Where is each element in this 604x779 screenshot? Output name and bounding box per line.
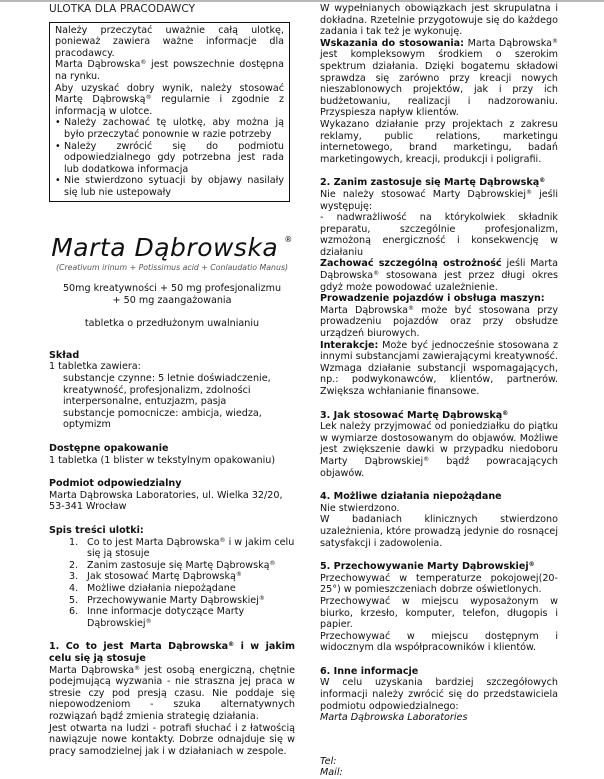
section-1: 1. Co to jest Marta Dąbrowska® i w jakim celu się ją stosuje Marta Dąbrowska® jest osobą energiczną, chętnie podejmującą wyzwania - nie straszna jej praca w stresie czy pod presją czasu. Nie poddaje się niepowodzeniom - szuka alternatywnych rozwiązań bądź zmienia strategię działania. Jest otwarta na ludzi - potrafi słuchać i z łatwością nawiązuje nowe kontakty. Dobrze odnajduje się w pracy samodzielnej jak i w działaniach w zespole. xyxy=(49,641,295,757)
toc-item: 6. Inne informacje dotyczące Marty Dąbrowskiej® xyxy=(69,606,245,629)
toc-item: 5. Przechowywanie Marty Dąbrowskiej® xyxy=(69,594,265,606)
warning-bullet: • Należy zwrócić się do podmiotu odpowiedzialnego gdy potrzebna jest rada lub dodatkowa informacja xyxy=(55,141,284,176)
section-5: 5. Przechowywanie Marty Dąbrowskiej® Przechowywać w temperaturze pokojowej(20-25°) w pomieszczeniach dobrze oświetlonych. Przechowywać w miejscu wyposażonym w biurko, krzesło, komputer, telefon, długopis i papier. Przechowywać w miejscu dostępnym i widocznym dla współpracowników i klientów. xyxy=(320,561,558,654)
warning-box xyxy=(49,22,290,202)
toc-item: 1. Co to jest Marta Dąbrowska® i w jakim celu się ją stosuje xyxy=(69,536,295,560)
section-3: 3. Jak stosować Martę Dąbrowską® Lek należy przyjmować od poniedziałku do piątku w wymiarze dostosowanym do objawów. Możliwe jest zwiększenie dawki w przypadku niedoboru Marty Dąbrowskiej® bądź powracających objawów. xyxy=(320,409,559,479)
section-1-title: 1. Co to jest Marta Dąbrowska® i w jakim celu się ją stosuje xyxy=(49,641,295,664)
toc-item: 2. Zanim zastosuje się Martę Dąbrowską® xyxy=(69,559,276,571)
mail-label: Mail: xyxy=(320,767,343,779)
warning-bullet: • Należy zachować tę ulotkę, aby można ją było przeczytać ponownie w razie potrzeby xyxy=(55,117,284,140)
section-6: 6. Inne informacje W celu uzyskania bardziej szczegółowych informacji należy zwrócić się do przedstawiciela podmiotu odpowiedzialnego: Marta Dąbrowska Laboratories Tel: Mail: xyxy=(320,665,558,779)
indications: Wskazania do stosowania: Marta Dąbrowska® jest kompleksowym środkiem o szerokim spektrum działania. Dzięki bogatemu składowi sprawdza się zarówno przy kreacji nowych nieszablonowych projektów, jak i przy ich budżetowaniu, realizacji i nadzorowaniu. Przyspiesza napływ klientów. xyxy=(320,37,558,119)
toc-section: Spis treści ulotki: 1. Co to jest Marta Dąbrowska® i w jakim celu się ją stosuje 2. Zanim zastosuje się Martę Dąbrowską® 3. Jak stosować Martę Dąbrowską® 4. Możliwe działania niepożądane 5. Przechowywanie Marty Dąbrowskiej® 6. Inne informacje dotyczące Marty Dąbrowskiej® xyxy=(49,525,295,629)
company-name: Marta Dąbrowska Laboratories xyxy=(320,712,468,724)
toc-item: 4. Możliwe działania niepożądane xyxy=(69,582,236,594)
section-2: 2. Zanim zastosuje się Martę Dąbrowską® Nie należy stosować Marty Dąbrowskiej® jeśli występuję: - nadwrażliwość na którykolwiek składnik preparatu, szczególnie profesjonalizm, wzmożoną energiczność i konsekwencję w działaniu Zachować szczególną ostrożność jeśli Marta Dąbrowska® stosowana jest przez długi okres gdyż może powodować uzależnienie. Prowadzenie pojazdów i obsługa maszyn: Marta Dąbrowska® może być stosowana przy prowadzeniu pojazdów oraz przy obsłudze urządzeń biurowych. Interakcje: Może być jednocześnie stosowana z innymi substancjami zawierającymi kreatywność. Wzmaga działanie substancji wspomagających, np.: podwykonawców, klientów, partnerów. Zwiększa wchłanianie finansowe. xyxy=(320,177,558,397)
composition-section: Skład 1 tabletka zawiera: substancje czynne: 5 letnie doświadczenie, kreatywność, profesjonalizm, zdolności interpersonalne, entuzjazm, pasja substancje pomocnicze: ambicja, wiedza, optymizm xyxy=(49,350,295,431)
leaflet-title: ULOTKA DLA PRACODAWCY xyxy=(49,3,196,15)
warning-intro: Należy przeczytać uważnie całą ulotkę, ponieważ zawiera ważne informacje dla pracodawcy. xyxy=(55,24,284,59)
product-form: tabletka o przedłużonym uwalnianiu xyxy=(84,318,260,330)
toc-list xyxy=(49,537,295,630)
tel-label: Tel: xyxy=(320,755,337,767)
product-dose: 50mg kreatywności + 50 mg profesjonalizmu + 50 mg zaangażowania xyxy=(62,283,282,306)
product-subtitle: (Creativum irinum + Potissimus acid + Conlaudatio Manus) xyxy=(55,262,289,272)
product-brand xyxy=(49,234,295,274)
warning-bullet: • Nie stwierdzono sytuacji by objawy nasilały się lub nie ustepowały xyxy=(55,175,284,198)
responsible-section: Podmiot odpowiedzialny Marta Dąbrowska Laboratories, ul. Wielka 32/20, 53-341 Wrocław xyxy=(49,478,283,513)
right-column: W wypełnianych obowiązkach jest skrupulatna i dokładna. Rzetelnie przygotowuje się do każdego zadania i tak też je wykonuję. Wskazania do stosowania: Marta Dąbrowska® jest kompleksowym środkiem o szerokim spektrum działania. Dzięki bogatemu składowi sprawdza się zarówno przy kreacji nowych nieszablonowych projektów, jak i przy ich budżetowaniu, realizacji i nadzorowaniu. Przyspiesza napływ klientów. Wykazano działanie przy projektach z zakresu reklamy, public relations, marketingu internetowego, brand marketingu, badań marketingowych, kreacji, produkcji i poligrafii. 2. Zanim zastosuje się Martę Dąbrowską® Nie należy stosować Marty Dąbrowskiej® jeśli występuję: - nadwrażliwość na którykolwiek składnik preparatu, szczególnie profesjonalizm, wzmożoną energiczność i konsekwencję w działaniu Zachować szczególną ostrożność jeśli Marta Dąbrowska® stosowana jest przez długi okres gdyż może powodować uzależnienie. Prowadzenie pojazdów i obsługa maszyn: Marta Dąbrowska® może być stosowana przy prowadzeniu pojazdów oraz przy obsłudze urządzeń biurowych. Interakcje: Może być jednocześnie stosowana z innymi substancjami zawierającymi kreatywność. Wzmaga działanie substancji wspomagających, np.: podwykonawców, klientów, partnerów. Zwiększa wchłanianie finansowe. 3. Jak stosować Martę Dąbrowską® Lek należy przyjmować od poniedziałku do piątku w wymiarze dostosowanym do objawów. Możliwe jest zwiększenie dawki w przypadku niedoboru Marty Dąbrowskiej® bądź powracających objawów. 4. Możliwe działania niepożądane Nie stwierdzono. W badaniach klinicznych stwierdzono uzależnienia, które prowadzą jedynie do rosnącej satysfakcji i zadowolenia. 5. Przechowywanie Marty Dąbrowskiej® Przechowywać w temperaturze pokojowej(20-25°) w pomieszczeniach dobrze oświetlonych. Przechowywać w miejscu wyposażonym w biurko, krzesło, komputer, telefon, długopis i papier. Przechowywać w miejscu dostępnym i widocznym dla współpracowników i klientów. 6. Inne informacje W celu uzyskania bardziej szczegółowych informacji należy zwrócić się do przedstawiciela podmiotu odpowiedzialnego: Marta Dąbrowska Laboratories Tel: Mail: xyxy=(320,3,559,779)
section-4: 4. Możliwe działania niepożądane Nie stwierdzono. W badaniach klinicznych stwierdzono uzależnienia, które prowadzą jedynie do rosnącej satysfakcji i zadowolenia. xyxy=(320,491,558,549)
toc-item: 3. Jak stosować Martę Dąbrowską® xyxy=(69,571,242,583)
warning-bullets xyxy=(55,117,284,198)
warning-availability: Marta Dąbrowska® jest powszechnie dostępna na rynku. xyxy=(55,59,284,82)
left-column xyxy=(49,0,295,757)
composition-title: Skład xyxy=(49,349,80,361)
product-name: Marta Dąbrowska ® xyxy=(51,232,293,262)
packaging-section: Dostępne opakowanie 1 tabletka (1 blister w tekstylnym opakowaniu) xyxy=(49,443,276,466)
warning-usage: Aby uzyskać dobry wynik, należy stosować Martę Dąbrowską® regularnie i zgodnie z informacją w ulotce. xyxy=(55,82,284,117)
